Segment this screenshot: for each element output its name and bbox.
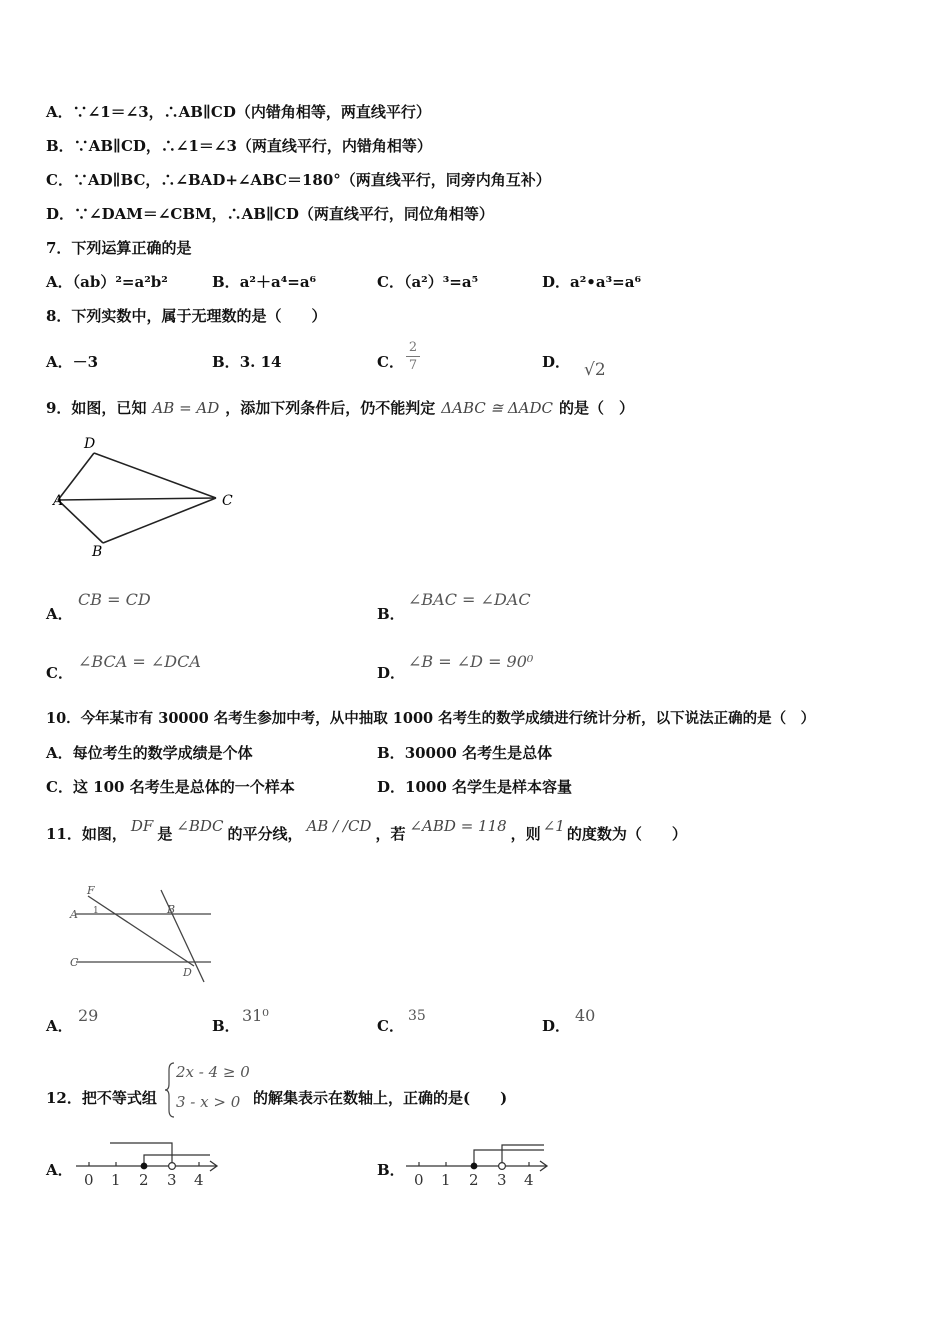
stem-text: 是 bbox=[157, 825, 173, 843]
math-congruence: ΔABC ≅ ΔADC bbox=[441, 399, 554, 417]
q11-option-d-value: 40 bbox=[575, 1006, 596, 1025]
math-angle-bdc: ∠BDC bbox=[176, 817, 224, 835]
option-letter: C． bbox=[46, 778, 73, 796]
q8-stem: 8．下列实数中，属于无理数的是（ ） bbox=[46, 307, 327, 325]
option-text: 1000 名学生是样本容量 bbox=[405, 778, 572, 796]
tick-label: 1 bbox=[441, 1171, 451, 1189]
q9-option-d-formula: ∠B = ∠D = 90⁰ bbox=[408, 652, 534, 671]
q11-option-c-letter: C． bbox=[377, 1017, 404, 1035]
q8-option-a bbox=[46, 352, 98, 372]
label-f: F bbox=[87, 884, 95, 897]
math-angle-abd: ∠ABD = 118 bbox=[409, 817, 507, 835]
q8-option-b bbox=[212, 352, 281, 372]
q11-option-b-letter: B． bbox=[212, 1017, 240, 1035]
stem-text: ，若 bbox=[375, 825, 406, 843]
stem-text: 的是（ ） bbox=[559, 399, 635, 417]
q12-stem-post: 的解集表示在数轴上，正确的是( ) bbox=[253, 1089, 508, 1107]
tick-label: 3 bbox=[167, 1171, 177, 1189]
solid-point bbox=[141, 1163, 148, 1170]
q12-option-b-letter: B． bbox=[377, 1161, 405, 1179]
stem-text: ，添加下列条件后，仍不能判定 bbox=[225, 399, 436, 417]
option-text: ∵∠DAM＝∠CBM，∴AB∥CD（两直线平行，同位角相等） bbox=[74, 205, 494, 223]
q9-option-b-formula: ∠BAC = ∠DAC bbox=[408, 590, 531, 609]
fraction-two-sevenths bbox=[406, 340, 420, 373]
q11-option-c-value: 35 bbox=[408, 1008, 426, 1024]
q11-option-a-value: 29 bbox=[78, 1006, 99, 1025]
q7-option-b bbox=[212, 272, 316, 292]
option-letter: C． bbox=[377, 273, 404, 291]
q9-stem bbox=[46, 398, 634, 418]
tick-label: 1 bbox=[111, 1171, 121, 1189]
label-b: B bbox=[167, 903, 176, 916]
option-letter: B． bbox=[212, 353, 240, 371]
tick-label: 4 bbox=[194, 1171, 204, 1189]
q11-option-a-letter: A． bbox=[46, 1017, 73, 1035]
option-text: ∵AD∥BC，∴∠BAD+∠ABC＝180°（两直线平行，同旁内角互补） bbox=[72, 171, 551, 189]
math-df: DF bbox=[130, 817, 154, 835]
number-line-b bbox=[404, 1136, 554, 1190]
q10-option-d bbox=[377, 777, 572, 797]
label-d: D bbox=[84, 436, 96, 452]
line-df bbox=[88, 896, 194, 966]
option-text: －3 bbox=[72, 353, 99, 371]
open-point bbox=[169, 1163, 176, 1170]
option-text: ∵AB∥CD，∴∠1＝∠3（两直线平行，内错角相等） bbox=[73, 137, 432, 155]
option-text: 这 100 名考生是总体的一个样本 bbox=[72, 778, 295, 796]
sqrt-two: √2 bbox=[584, 360, 606, 380]
tick-label: 2 bbox=[139, 1171, 149, 1189]
q10-option-a bbox=[46, 743, 253, 763]
inequality-2: 3 - x > 0 bbox=[176, 1093, 241, 1111]
tick-label: 2 bbox=[469, 1171, 479, 1189]
option-letter: C． bbox=[377, 353, 404, 371]
option-letter: A． bbox=[46, 273, 73, 291]
option-text: a²•a³=a⁶ bbox=[570, 273, 642, 291]
label-b: B bbox=[92, 544, 103, 560]
q10-option-b bbox=[377, 743, 552, 763]
option-letter: B． bbox=[212, 273, 240, 291]
inequality-1: 2x - 4 ≥ 0 bbox=[176, 1063, 250, 1081]
tick-label: 4 bbox=[524, 1171, 534, 1189]
option-letter: A． bbox=[46, 744, 73, 762]
option-text: （a²）³=a⁵ bbox=[403, 273, 479, 291]
option-text: 3. 14 bbox=[239, 353, 282, 371]
q6-option-b bbox=[46, 136, 432, 156]
edge-ac bbox=[58, 498, 216, 500]
label-d: D bbox=[183, 966, 192, 979]
stem-text: ，则 bbox=[510, 825, 541, 843]
q10-option-c bbox=[46, 777, 295, 797]
option-text: 每位考生的数学成绩是个体 bbox=[72, 744, 253, 762]
option-letter: D． bbox=[46, 205, 75, 223]
number-line-a bbox=[74, 1136, 224, 1190]
edge-bc bbox=[103, 498, 216, 543]
q12-option-a-letter: A． bbox=[46, 1161, 73, 1179]
q8-option-d bbox=[542, 352, 606, 380]
q11-stem bbox=[46, 817, 687, 844]
ray-ge-2 bbox=[144, 1155, 210, 1166]
option-text: 30000 名考生是总体 bbox=[404, 744, 553, 762]
label-angle-1: 1 bbox=[93, 906, 99, 916]
option-letter: D． bbox=[377, 778, 406, 796]
stem-text: 9．如图，已知 bbox=[46, 399, 147, 417]
fraction-denominator: 7 bbox=[408, 358, 418, 373]
ray-gt-3 bbox=[502, 1145, 544, 1166]
option-text: a²＋a⁴=a⁶ bbox=[239, 273, 317, 291]
q9-figure bbox=[48, 432, 243, 562]
q10-stem: 10．今年某市有 30000 名考生参加中考，从中抽取 1000 名考生的数学成绩进行统计分析，以下说法正确的是（ ） bbox=[46, 710, 816, 727]
math-angle-1: ∠1 bbox=[542, 817, 565, 835]
label-c: C bbox=[222, 493, 233, 509]
q8-option-c bbox=[377, 352, 404, 372]
q7-option-a bbox=[46, 272, 168, 292]
fraction-numerator: 2 bbox=[408, 340, 418, 355]
fraction-bar bbox=[406, 356, 420, 357]
tick-label: 3 bbox=[497, 1171, 507, 1189]
option-letter: B． bbox=[46, 137, 74, 155]
q6-option-a bbox=[46, 102, 431, 122]
q9-option-c-formula: ∠BCA = ∠DCA bbox=[78, 652, 201, 671]
option-letter: B． bbox=[377, 744, 405, 762]
stem-text: 11．如图， bbox=[46, 825, 127, 843]
q9-option-c-letter: C． bbox=[46, 664, 73, 682]
label-c: C bbox=[70, 956, 79, 969]
q9-option-b-letter: B． bbox=[377, 605, 405, 623]
q7-stem: 7．下列运算正确的是 bbox=[46, 239, 192, 257]
q7-option-c bbox=[377, 272, 478, 292]
stem-text: 的平分线， bbox=[227, 825, 303, 843]
option-text: （ab）²=a²b² bbox=[72, 273, 168, 291]
solid-point bbox=[471, 1163, 478, 1170]
edge-dc bbox=[94, 453, 216, 498]
label-a: A bbox=[70, 908, 78, 921]
option-letter: D． bbox=[542, 353, 571, 371]
math-ab-eq-ad: AB = AD bbox=[152, 399, 220, 417]
q11-option-d-letter: D． bbox=[542, 1017, 571, 1035]
option-letter: D． bbox=[542, 273, 571, 291]
tick-label: 0 bbox=[414, 1171, 424, 1189]
label-a: A bbox=[53, 493, 64, 509]
q6-option-c bbox=[46, 170, 551, 190]
option-text: ∵∠1＝∠3，∴AB∥CD（内错角相等，两直线平行） bbox=[72, 103, 431, 121]
option-letter: C． bbox=[46, 171, 73, 189]
q11-figure bbox=[66, 880, 216, 985]
math-ab-parallel-cd: AB / /CD bbox=[306, 817, 372, 835]
q11-option-b-value: 31⁰ bbox=[242, 1006, 269, 1025]
option-letter: A． bbox=[46, 353, 73, 371]
stem-text: 的度数为（ ） bbox=[566, 825, 687, 843]
edge-ab bbox=[58, 500, 103, 543]
q9-option-a-formula: CB = CD bbox=[78, 590, 151, 609]
q12-stem-pre: 12．把不等式组 bbox=[46, 1089, 157, 1107]
q9-option-d-letter: D． bbox=[377, 664, 406, 682]
q9-option-a-letter: A． bbox=[46, 605, 73, 623]
q7-option-d bbox=[542, 272, 641, 292]
tick-label: 0 bbox=[84, 1171, 94, 1189]
q6-option-d bbox=[46, 204, 494, 224]
option-letter: A． bbox=[46, 103, 73, 121]
ray-ge-2 bbox=[474, 1150, 544, 1166]
edge-da bbox=[58, 453, 94, 500]
open-point bbox=[499, 1163, 506, 1170]
